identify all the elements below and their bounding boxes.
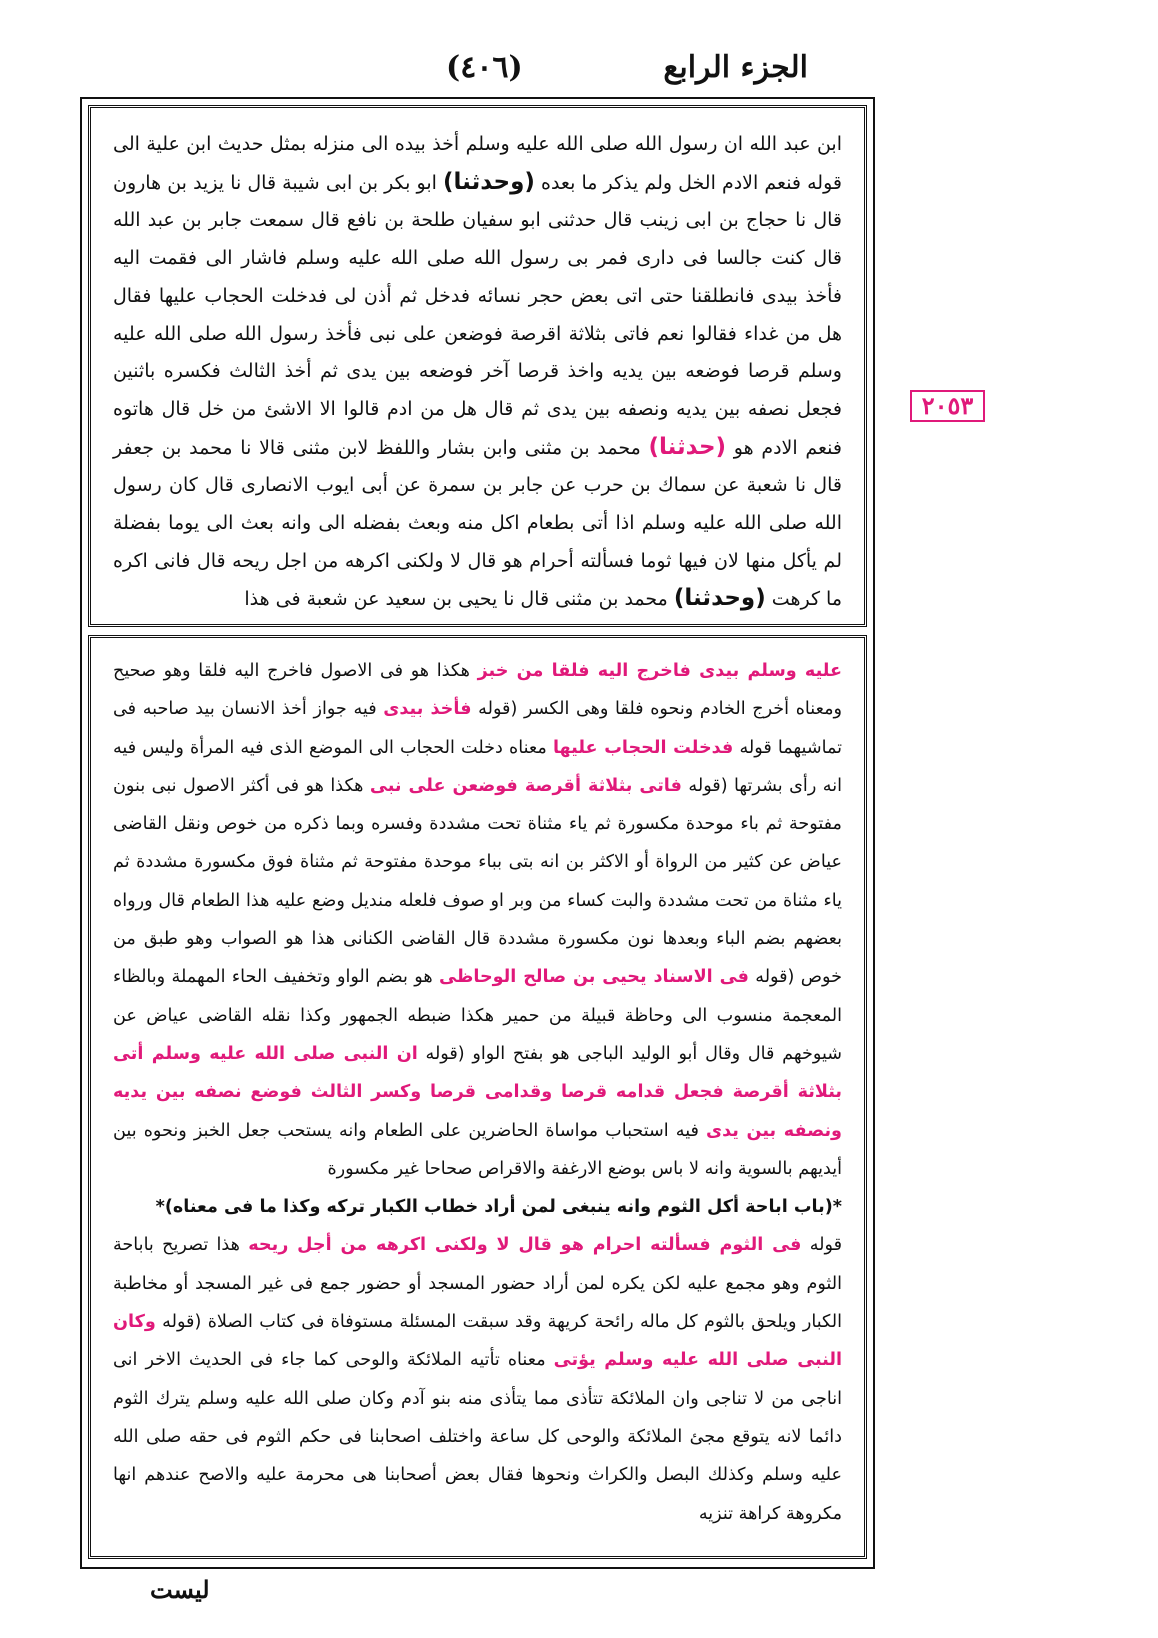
quoted-phrase: وكان النبى صلى الله عليه وسلم يؤتى bbox=[113, 1312, 842, 1371]
chapter-heading: *(باب اباحة أكل الثوم وانه ينبغى لمن أراد خطاب الكبار تركه وكذا ما فى معناه)* bbox=[155, 1197, 842, 1218]
commentary-text: هو بضم الواو وتخفيف الحاء المهملة وبالظاء المعجمة منسوب الى وحاظة قبيلة من حمير هكذا ضبطه الجمهور وكذا نقله القاضى عياض عن شيوخهم قال وقال أبو الوليد الباجى هو بفتح الواو (قوله bbox=[113, 967, 843, 1064]
hadith-number: ٢٠٥٣ bbox=[910, 390, 985, 422]
quoted-phrase: ان النبى صلى الله عليه وسلم أتى بثلاثة أقرصة فجعل قدامه قرصا وقدامى قرصا وكسر الثالث فوضع نصفه بين يديه ونصفه بين يدى bbox=[113, 1043, 842, 1141]
catchword: ليست bbox=[150, 1575, 210, 1604]
commentary-text: معناه تأتيه الملائكة والوحى كما جاء فى الحديث الاخر انى اناجى من لا تناجى وان الملائكة تتأذى مما يتأذى منه بنو آدم وكان صلى الله عليه وسلم يترك الثوم دائما لانه يتوقع مجئ الملائكة والوحى كل ساعة واختلف اصحابنا فى حكم الثوم فى حقه صلى الله عليه وسلم وكذلك البصل والكراث ونحوها فقال بعض أصحابنا هى محرمة عليه والاصح عندهم انها مكروهة كراهة تنزيه bbox=[113, 1350, 842, 1524]
commentary-text: هذا تصريح باباحة الثوم وهو مجمع عليه لكن يكره لمن أراد حضور المسجد أو حضور جمع فى غير المسجد أو مخاطبة الكبار ويلحق بالثوم كل ماله رائحة كريهة وقد سبقت المسئلة مستوفاة فى كتاب الصلاة (قوله bbox=[113, 1235, 843, 1333]
quoted-phrase: فى الثوم فسألته احرام هو قال لا ولكنى اكرهه من أجل ريحه bbox=[248, 1235, 802, 1256]
matn-paragraph: محمد بن مثنى وابن بشار واللفظ لابن مثنى قالا نا محمد بن جعفر قال نا شعبة عن سماك بن حرب عن جابر بن سمرة عن أبى ايوب الانصارى قال كان رسول الله صلى الله عليه وسلم اذا أتى بطعام اكل منه وبعث بفضله الى وانه بعث الى يوما بفضلة لم يأكل منها لان فيها ثوما فسألته أحرام هو قال لا ولكنى اكرهه من اجل ريحه قال فانى اكره ما كرهت bbox=[113, 436, 842, 611]
matn-box bbox=[88, 105, 867, 627]
part-title: الجزء الرابع bbox=[663, 50, 808, 85]
quoted-phrase: فى الاسناد يحيى بن صالح الوحاظى bbox=[438, 967, 749, 988]
quoted-phrase: فدخلت الحجاب عليها bbox=[552, 737, 734, 758]
commentary-text: فيه استحباب مواساة الحاضرين على الطعام وانه يستحب جعل الخبز ونحوه بين أيديهم بالسوية وانه لا باس بوضع الارغفة والاقراص صحاحا غير مكسورة bbox=[113, 1120, 842, 1179]
commentary-text: هكذا هو فى الاصول فاخرج اليه فلقا وهو صحيح ومعناه أخرج الخادم ونحوه فلقا وهى الكسر (قوله bbox=[113, 661, 843, 720]
sharh-box bbox=[88, 635, 867, 1559]
quoted-phrase: فاتى بثلاثة أقرصة فوضعن على نبى bbox=[369, 775, 682, 796]
haddathana-marker: (وحدثنا) bbox=[443, 168, 535, 195]
haddathana-marker: (حدثنا) bbox=[648, 433, 727, 460]
matn-paragraph: محمد بن مثنى قال نا يحيى بن سعيد عن شعبة فى هذا bbox=[244, 588, 668, 611]
page-frame bbox=[80, 97, 875, 1569]
matn-paragraph: ابن عبد الله ان رسول الله صلى الله عليه وسلم أخذ بيده الى منزله بمثل حديث ابن علية الى قوله فنعم الادم الخل ولم يذكر ما بعده bbox=[113, 133, 842, 194]
commentary-text: قوله bbox=[809, 1235, 842, 1256]
page-header bbox=[0, 46, 1158, 86]
matn-text bbox=[91, 108, 864, 619]
commentary-text: معناه دخلت الحجاب الى الموضع الذى فيه المرأة وليس فيه انه رأى بشرتها (قوله bbox=[113, 737, 842, 796]
quoted-phrase: عليه وسلم بيدى فاخرج اليه فلقا من خبز bbox=[477, 661, 842, 681]
commentary-text: هكذا هو فى أكثر الاصول نبى بنون مفتوحة ثم باء موحدة مكسورة ثم ياء مثناة تحت مشددة وفسره وبما ذكره من خوص ونقل القاضى عياض عن كثير من الرواة أو الاكثر بن انه بتى بباء موحدة مفتوحة ثم مثناة فوق مكسورة مشددة ثم ياء مثناة من تحت مشددة والبت كساء من وبر او صوف فلعله منديل وضع عليه هذا الطعام قال ورواه بعضهم بضم الباء وبعدها نون مكسورة مشددة قال القاضى الكنانى هذا هو الصواب وهو طبق من خوص (قوله bbox=[113, 775, 843, 988]
quoted-phrase: فأخذ بيدى bbox=[383, 699, 472, 720]
matn-paragraph: ابو بكر بن ابى شيبة قال نا يزيد بن هارون قال نا حجاج بن ابى زينب قال حدثنى ابو سفيان طلحة بن نافع قال سمعت جابر بن عبد الله قال كنت جالسا فى دارى فمر بى رسول الله صلى الله عليه وسلم فاشار الى فقمت اليه فأخذ بيدى فانطلقنا حتى اتى بعض حجر نسائه فدخل ثم أذن لى فدخلت الحجاب عليها فقال هل من غداء فقالوا نعم فاتى بثلاثة اقرصة فوضعن على نبى فأخذ رسول الله صلى الله عليه وسلم قرصا فوضعه بين يديه واخذ قرصا آخر فوضعه بين يدى ثم أخذ الثالث فكسره باثنين فجعل نصفه بين يديه ونصفه بين يدى ثم قال هل من ادم قالوا الا الاشئ من خل قال هاتوه فنعم الادم هو bbox=[113, 171, 842, 459]
page-number: (٤٠٦) bbox=[446, 50, 523, 85]
sharh-text bbox=[91, 638, 864, 1533]
commentary-text: فيه جواز أخذ الانسان بيد صاحبه فى تماشيهما قوله bbox=[113, 699, 843, 758]
haddathana-marker: (وحدثنا) bbox=[673, 585, 766, 612]
